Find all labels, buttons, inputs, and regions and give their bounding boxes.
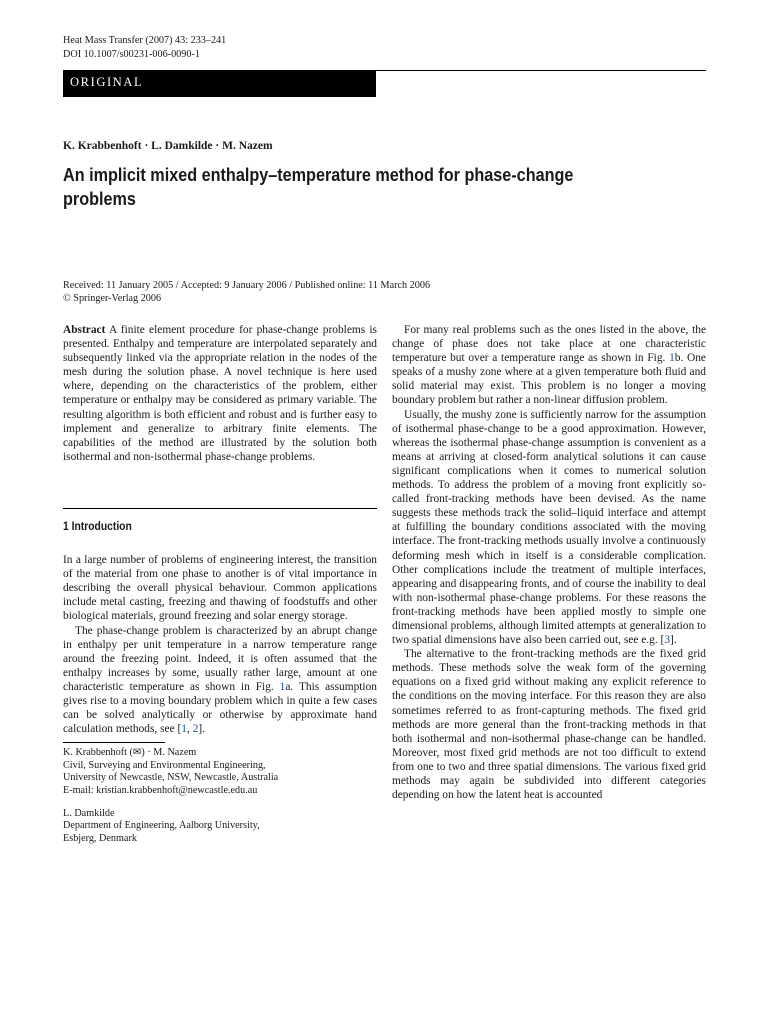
affiliation-names: L. Damkilde	[63, 807, 115, 819]
affiliation-block	[63, 747, 377, 797]
affiliation-email[interactable]: E-mail: kristian.krabbenhoft@newcastle.edu.au	[63, 785, 258, 797]
intro-paragraph-2	[63, 624, 377, 737]
intro-p3-text-b: b. One speaks of a mushy zone where at a given temperature both fluid and solid material may exist. This problem is no longer a moving boundary problem but rather a non-linear diffusion problem.	[392, 352, 706, 407]
intro-paragraph-5: The alternative to the front-tracking methods are the fixed grid methods. These methods solve the weak form of the governing equations on a fixed grid without making any explicit reference to the conditions on the moving interface. For this reason they are also sometimes referred to as front-capturing methods. The fixed grid methods are more general than the front-tracking methods in that both isothermal and non-isothermal phase-change can be handled. Moreover, most fixed grid methods are not too difficult to extend from one to two and three spatial dimensions. The various fixed grid methods may again be subdivided into different categories depending on how the latent heat is accounted	[392, 648, 706, 802]
intro-p3-text-a: For many real problems such as the ones listed in the above, the change of phase does not take place at one characteristic temperature but over a temperature range as shown in Fig.	[392, 324, 706, 365]
footnote-rule	[63, 742, 165, 743]
affiliation-block	[63, 808, 377, 846]
article-title: An implicit mixed enthalpy–temperature method for phase-change problems	[63, 165, 574, 209]
citation-link[interactable]: 2	[192, 723, 199, 736]
affiliation-line: University of Newcastle, NSW, Newcastle, Australia	[63, 772, 279, 784]
citation-link[interactable]: 3	[664, 634, 671, 647]
affiliation-line: Civil, Surveying and Environmental Engineering,	[63, 759, 266, 771]
history-line: Received: 11 January 2005 / Accepted: 9 January 2006 / Published online: 11 March 2006	[63, 280, 431, 291]
article-type-block	[63, 70, 376, 97]
intro-paragraph-1: In a large number of problems of engineering interest, the transition of the material from one phase to another is of vital importance in describing the overall physical behaviour. Common applications include metal casting, freezing and thawing of foodstuffs and other biological materials, ground freezing and solar energy storage.	[63, 554, 377, 623]
affiliation-names: K. Krabbenhoft (✉) · M. Nazem	[63, 747, 197, 759]
journal-line: Heat Mass Transfer (2007) 43: 233–241	[63, 35, 227, 46]
abstract	[63, 323, 377, 464]
copyright-line: © Springer-Verlag 2006	[63, 292, 162, 304]
article-type-band	[63, 70, 706, 97]
left-column	[63, 323, 377, 845]
intro-p2-end: ].	[198, 723, 206, 736]
doi-line: DOI 10.1007/s00231-006-0090-1	[63, 48, 200, 60]
author-list: K. Krabbenhoft · L. Damkilde · M. Nazem	[63, 140, 273, 152]
figure-link[interactable]: 1	[279, 680, 286, 693]
intro-paragraph-3	[392, 323, 706, 408]
abstract-label: Abstract	[63, 324, 106, 336]
affiliation-line: Esbjerg, Denmark	[63, 832, 137, 844]
publication-dates	[63, 280, 430, 305]
section-heading-introduction: 1 Introduction	[63, 518, 132, 533]
figure-link[interactable]: 1	[669, 352, 675, 365]
intro-p2-text-a: The phase-change problem is characterized by an abrupt change in enthalpy per unit temperature in a narrow temperature range around the freezing point. Indeed, it is often assumed that the enthalpy increases by some, usually rather large, amount at one characteristic temperature as shown in Fig.	[63, 624, 377, 693]
affiliation-line: Department of Engineering, Aalborg University,	[63, 820, 260, 832]
intro-paragraph-4	[392, 408, 706, 648]
article-type-label: ORIGINAL	[70, 75, 144, 89]
journal-citation	[63, 34, 226, 61]
citation-separator: ,	[187, 723, 193, 736]
intro-p2-text-b: a. This assumption gives rise to a moving boundary problem which in quite a few cases can be solved analytically or otherwise by approximate hand calculation methods, see [	[63, 680, 377, 736]
section-divider	[63, 508, 377, 509]
intro-p4-end: ].	[670, 634, 677, 647]
header-rule	[376, 70, 706, 71]
abstract-text: A finite element procedure for phase-change problems is presented. Enthalpy and temperature are interpolated separately and subsequently linked via the appropriate relation in the nodes of the mesh during the solution phase. A novel technique is here used where, depending on the characteristics of the problem, either temperature or enthalpy may be considered as primary variable. The resulting algorithm is both efficient and robust and is further easy to implement and generalize to arbitrary finite elements. The capabilities of the method are illustrated by the solution both isothermal and non-isothermal phase-change problems.	[63, 324, 377, 463]
right-column	[392, 323, 706, 802]
intro-p4-text: Usually, the mushy zone is sufficiently narrow for the assumption of isothermal phase-change to be a good approximation. However, whereas the isothermal phase-change assumption is convenient as a means at arriving at closed-form analytical solutions it can cause significant complications when it comes to numerical solution methods. To address the problem of a moving front explicitly so-called front-tracking methods have been devised. As the name suggests these methods track the solid–liquid interface and attempt at fulfilling the boundary conditions associated with the moving interface. The front-tracking methods usually involve a continuously deforming mesh which in itself is a considerable complication. Other complications include the treatment of multiple interfaces, appearing and disappearing fronts, and of course the inability to deal with non-isothermal phase-change problems. For these reasons the front-tracking methods have been applied mostly to simple one dimensional problems, although limited attempts at generalization to two spatial dimensions have also been carried out, see e.g. [	[392, 408, 706, 647]
citation-link[interactable]: 1	[181, 723, 187, 736]
